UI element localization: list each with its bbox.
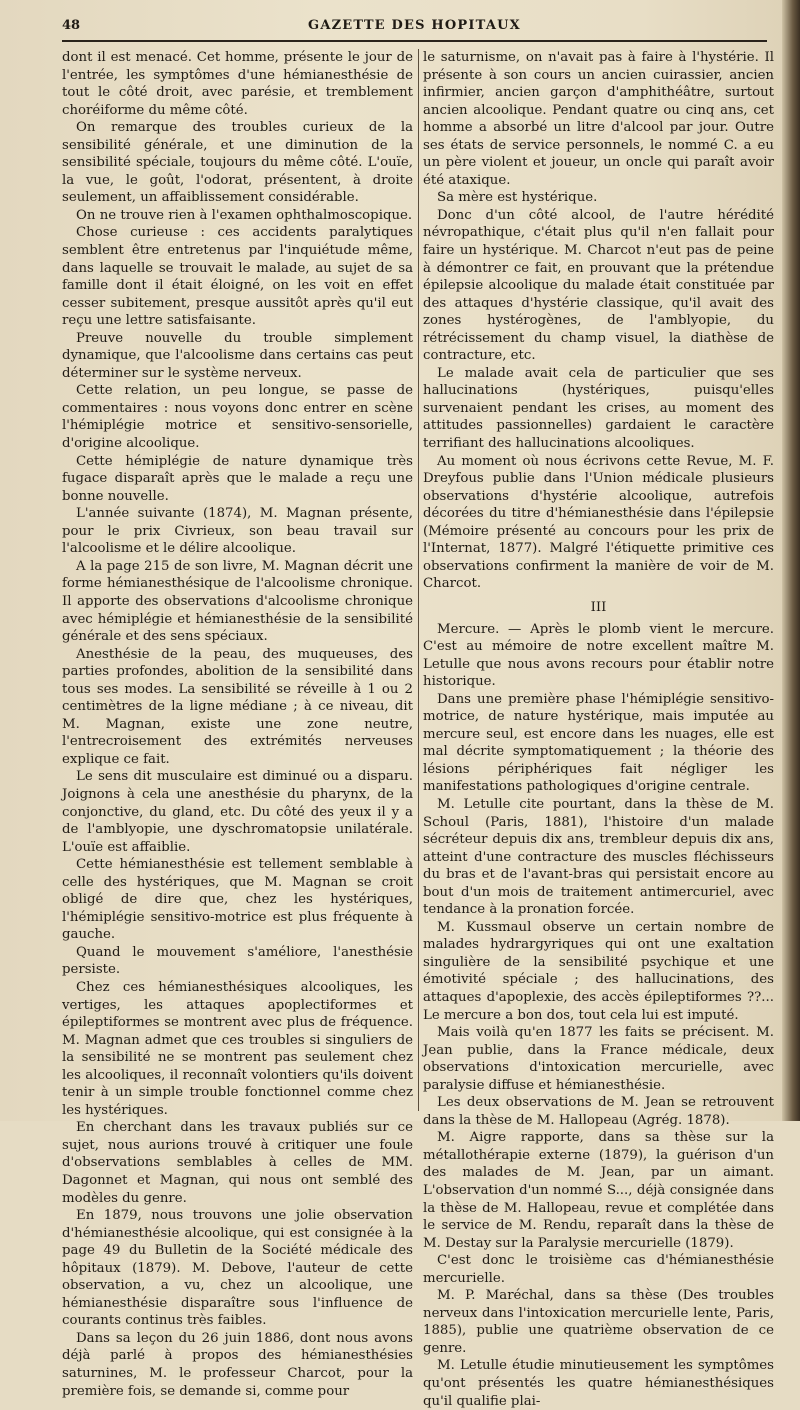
paragraph: On ne trouve rien à l'examen ophthalmoscopique. [76,207,413,223]
paragraph: En 1879, nous trouvons une jolie observation d'hémianesthésie alcoolique, qui est consignée à la page 49 du Bulletin de la Société médicale des hôpitaux (1879). M. Debove, l'auteur de cette observation, a vu, chez un alcoolique, une hémianesthésie disparaître sous l'influence de courants continus très faibles. [62,1208,413,1329]
paragraph: L'année suivante (1874), M. Magnan présente, pour le prix Civrieux, son beau travail sur l'alcoolisme et le délire alcoolique. [62,506,413,557]
paragraph: Cette relation, un peu longue, se passe de commentaires : nous voyons donc entrer en scène l'hémiplégie motrice et sensitivo-sensorielle, d'origine alcoolique. [62,383,413,452]
paragraph: M. Letulle étudie minutieusement les symptômes qu'ont présentés les quatre hémianesthésiques qu'il qualifie plai- [423,1358,774,1409]
paragraph: Chez ces hémianesthésiques alcooliques, les vertiges, les attaques apoplectiformes et épileptiformes se montrent avec plus de fréquence. M. Magnan admet que ces troubles si singuliers de la sensibilité ne se montrent pas seulement chez les alcooliques, il reconnaît volontiers qu'ils doivent tenir à un simple trouble fonctionnel comme chez les hystériques. [62,979,413,1118]
paragraph: M. Kussmaul observe un certain nombre de malades hydrargyriques qui ont une exaltation singulière de la sensibilité psychique et une émotivité spéciale ; des hallucinations, des attaques d'apoplexie, des accès épileptiformes ??... Le mercure a bon dos, tout cela lui est imputé. [423,919,774,1023]
paragraph: Mercure. — Après le plomb vient le mercure. C'est au mémoire de notre excellent maître M. Letulle que nous avons recours pour établir notre historique. [423,621,774,690]
paragraph: dont il est menacé. Cet homme, présente le jour de l'entrée, les symptômes d'une hémianesthésie de tout le côté droit, avec parésie, et tremblement choréiforme du même côté. [62,50,413,118]
right-column [423,49,774,1409]
paragraph: Preuve nouvelle du trouble simplement dynamique, que l'alcoolisme dans certains cas peut déterminer sur le système nerveux. [62,330,413,381]
paragraph: M. Letulle cite pourtant, dans la thèse de M. Schoul (Paris, 1881), l'histoire d'un malade sécréteur depuis dix ans, trembleur depuis dix ans, atteint d'une contracture des muscles fléchisseurs du bras et de l'avant-bras qui persistait encore au bout d'un mois de traitement antimercuriel, avec tendance à la pronation forcée. [423,796,774,918]
paragraph: Quand le mouvement s'améliore, l'anesthésie persiste. [62,944,413,978]
page-number: 48 [62,18,81,33]
paragraph: On remarque des troubles curieux de la sensibilité générale, et une diminution de la sensibilité spéciale, toujours du même côté. L'ouïe, la vue, le goût, l'odorat, présentent, à droite seulement, un affaiblissement considérable. [62,120,413,206]
paragraph: Anesthésie de la peau, des muqueuses, des parties profondes, abolition de la sensibilité dans tous ses modes. La sensibilité se réveille à 1 ou 2 centimètres de la ligne médiane ; à ce niveau, dit M. Magnan, existe une zone neutre, l'entrecroisement des extrémités nerveuses explique ce fait. [62,646,413,767]
paragraph: Le malade avait cela de particulier que ses hallucinations (hystériques, puisqu'elles survenaient pendant les crises, au moment des attitudes passionnelles) gardaient le caractère terrifiant des hallucinations alcooliques. [423,365,774,452]
section-heading: III [590,599,607,615]
paragraph: Sa mère est hystérique. [437,190,598,206]
paragraph: Chose curieuse : ces accidents paralytiques semblent être entretenus par l'inquiétude même, dans laquelle se trouvait le malade, au sujet de sa famille dont il était éloigné, on les voit en effet cesser subitement, presque aussitôt après qu'il eut reçu une lettre satisfaisante. [62,225,413,329]
paragraph: En cherchant dans les travaux publiés sur ce sujet, nous aurions trouvé à critiquer une foule d'observations semblables à celles de MM. Dagonnet et Magnan, qui nous ont semblé des modèles du genre. [62,1120,413,1206]
paragraph: Les deux observations de M. Jean se retrouvent dans la thèse de M. Hallopeau (Agrég. 1878). [423,1095,774,1128]
left-column [62,49,413,1399]
paragraph: Dans une première phase l'hémiplégie sensitivo-motrice, de nature hystérique, mais imputée au mercure seul, est encore dans les nuages, elle est mal décrite symptomatiquement ; la théorie des lésions périphériques fait négliger les manifestations pathologiques d'origine centrale. [423,691,774,795]
paragraph: Au moment où nous écrivons cette Revue, M. F. Dreyfous publie dans l'Union médicale plusieurs observations d'hystérie alcoolique, autrefois décorées du titre d'hémianesthésie dans l'épilepsie (Mémoire présenté au concours pour les prix de l'Internat, 1877). Malgré l'étiquette primitive ces observations confirment la manière de voir de M. Charcot. [423,453,774,592]
paragraph: Donc d'un côté alcool, de l'autre hérédité névropathique, c'était plus qu'il n'en fallait pour faire un hystérique. M. Charcot n'eut pas de peine à démontrer ce fait, en prouvant que la prétendue épilepsie alcoolique du malade était constituée par des attaques d'hystérie classique, qu'il avait des zones hystérogènes, de l'amblyopie, du rétrécissement du champ visuel, la diathèse de contracture, etc. [423,207,774,364]
paragraph: A la page 215 de son livre, M. Magnan décrit une forme hémianesthésique de l'alcoolisme chronique. Il apporte des observations d'alcoolisme chronique avec hémiplégie et hémianesthésie de la sensibilité générale et des sens spéciaux. [62,558,413,645]
paragraph: M. Aigre rapporte, dans sa thèse sur la métallothérapie externe (1879), la guérison d'un des malades de M. Jean, par un aimant. L'observation d'un nommé S..., déjà consignée dans la thèse de M. Hallopeau, revue et complétée dans le service de M. Rendu, reparaît dans la thèse de M. Destay sur la Paralysie mercurielle (1879). [423,1130,774,1251]
paragraph: Mais voilà qu'en 1877 les faits se précisent. M. Jean publie, dans la France médicale, deux observations d'intoxication mercurielle, avec paralysie diffuse et hémianesthésie. [423,1025,774,1093]
page-header [62,14,767,42]
paragraph: le saturnisme, on n'avait pas à faire à l'hystérie. Il présente à son cours un ancien cuirassier, ancien infirmier, ancien garçon d'amphithéâtre, surtout ancien alcoolique. Pendant quatre ou cinq ans, cet homme a absorbé un litre d'alcool par jour. Outre ses états de service personnels, le nommé C. a eu un père violent et joueur, un oncle qui paraît avoir été ataxique. [423,50,774,188]
paragraph: Dans sa leçon du 26 juin 1886, dont nous avons déjà parlé à propos des hémianesthésies saturnines, M. le professeur Charcot, pour la première fois, se demande si, comme pour [62,1330,413,1399]
journal-title: GAZETTE DES HOPITAUX [308,18,521,33]
paragraph: Cette hémiplégie de nature dynamique très fugace disparaît après que le malade a reçu une bonne nouvelle. [62,453,413,504]
paragraph: M. P. Maréchal, dans sa thèse (Des troubles nerveux dans l'intoxication mercurielle lente, Paris, 1885), publie une quatrième observation de ce genre. [423,1288,774,1356]
paragraph: Cette hémianesthésie est tellement semblable à celle des hystériques, que M. Magnan se croit obligé de dire que, chez les hystériques, l'hémiplégie sensitivo-motrice est plus fréquente à gauche. [62,857,413,943]
book-spine-edge [782,0,800,1121]
paragraph: C'est donc le troisième cas d'hémianesthésie mercurielle. [423,1253,774,1286]
paragraph: Le sens dit musculaire est diminué ou a disparu. Joignons à cela une anesthésie du pharynx, de la conjonctive, du gland, etc. Du côté des yeux il y a de l'amblyopie, une dyschromatopsie unilatérale. L'ouïe est affaiblie. [62,769,413,855]
column-divider [418,49,419,1111]
